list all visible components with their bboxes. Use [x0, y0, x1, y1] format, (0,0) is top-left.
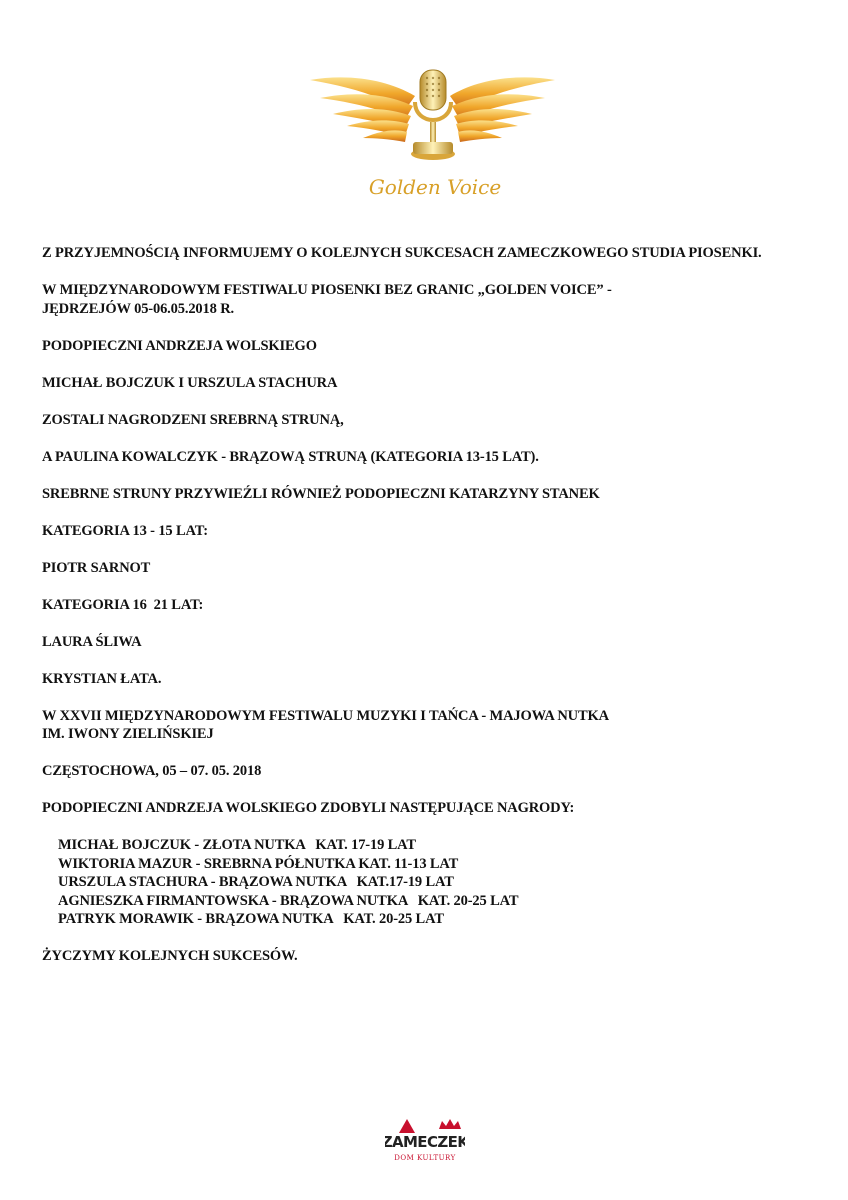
- paragraph-awards-intro: PODOPIECZNI ANDRZEJA WOLSKIEGO ZDOBYLI NASTĘPUJĄCE NAGRODY:: [42, 800, 575, 816]
- paragraph-name-sliwa: LAURA ŚLIWA: [42, 633, 142, 650]
- paragraph-category-16-21: KATEGORIA 16 21 LAT:: [42, 596, 204, 613]
- paragraph-majowa-line-1: W XXVII MIĘDZYNARODOWYM FESTIWALU MUZYKI I TAŃCA - MAJOWA NUTKA: [42, 707, 609, 724]
- golden-voice-logo: [305, 66, 560, 212]
- paragraph-festival-golden-voice: [42, 281, 842, 318]
- dom-kultury-text: DOM KULTURY: [394, 1154, 456, 1162]
- zameczek-name: ZAMECZEK: [385, 1133, 465, 1151]
- zameczek-castle-icon: [385, 1115, 465, 1167]
- paragraph-festival-line-1: W MIĘDZYNARODOWYM FESTIWALU PIOSENKI BEZ GRANIC „GOLDEN VOICE” -: [42, 282, 612, 298]
- paragraph-students-wolski: PODOPIECZNI ANDRZEJA WOLSKIEGO: [42, 337, 317, 354]
- paragraph-majowa-line-2: IM. IWONY ZIELIŃSKIEJ: [42, 726, 214, 742]
- list-item: URSZULA STACHURA - BRĄZOWA NUTKA KAT.17-19 LAT: [58, 874, 454, 890]
- list-item: AGNIESZKA FIRMANTOWSKA - BRĄZOWA NUTKA KAT. 20-25 LAT: [58, 892, 519, 909]
- paragraph-silver-award: ZOSTALI NAGRODZENI SREBRNĄ STRUNĄ,: [42, 411, 344, 428]
- paragraph-closing: ŻYCZYMY KOLEJNYCH SUKCESÓW.: [42, 948, 298, 964]
- paragraph-name-lata: KRYSTIAN ŁATA.: [42, 670, 162, 687]
- awards-list: [42, 836, 842, 929]
- paragraph-place-date: CZĘSTOCHOWA, 05 – 07. 05. 2018: [42, 763, 262, 779]
- paragraph-festival-majowa-nutka: [42, 707, 842, 744]
- golden-voice-text: Golden Voice: [368, 175, 502, 199]
- winged-microphone-icon: [305, 66, 560, 212]
- paragraph-festival-line-2: JĘDRZEJÓW 05-06.05.2018 R.: [42, 300, 234, 317]
- list-item: MICHAŁ BOJCZUK - ZŁOTA NUTKA KAT. 17-19 LAT: [58, 837, 416, 853]
- paragraph-stanek-students: SREBRNE STRUNY PRZYWIEŹLI RÓWNIEŻ PODOPIECZNI KATARZYNY STANEK: [42, 485, 600, 502]
- document-body: [42, 244, 842, 966]
- paragraph-intro: Z PRZYJEMNOŚCIĄ INFORMUJEMY O KOLEJNYCH SUKCESACH ZAMECZKOWEGO STUDIA PIOSENKI.: [42, 245, 762, 261]
- list-item: PATRYK MORAWIK - BRĄZOWA NUTKA KAT. 20-25 LAT: [58, 911, 444, 927]
- list-item: WIKTORIA MAZUR - SREBRNA PÓŁNUTKA KAT. 11-13 LAT: [58, 855, 459, 872]
- paragraph-names-1: MICHAŁ BOJCZUK I URSZULA STACHURA: [42, 374, 338, 391]
- paragraph-name-sarnot: PIOTR SARNOT: [42, 559, 151, 576]
- zameczek-logo: [385, 1115, 465, 1167]
- paragraph-category-13-15: KATEGORIA 13 - 15 LAT:: [42, 522, 208, 539]
- paragraph-bronze-award: A PAULINA KOWALCZYK - BRĄZOWĄ STRUNĄ (KATEGORIA 13-15 LAT).: [42, 448, 539, 465]
